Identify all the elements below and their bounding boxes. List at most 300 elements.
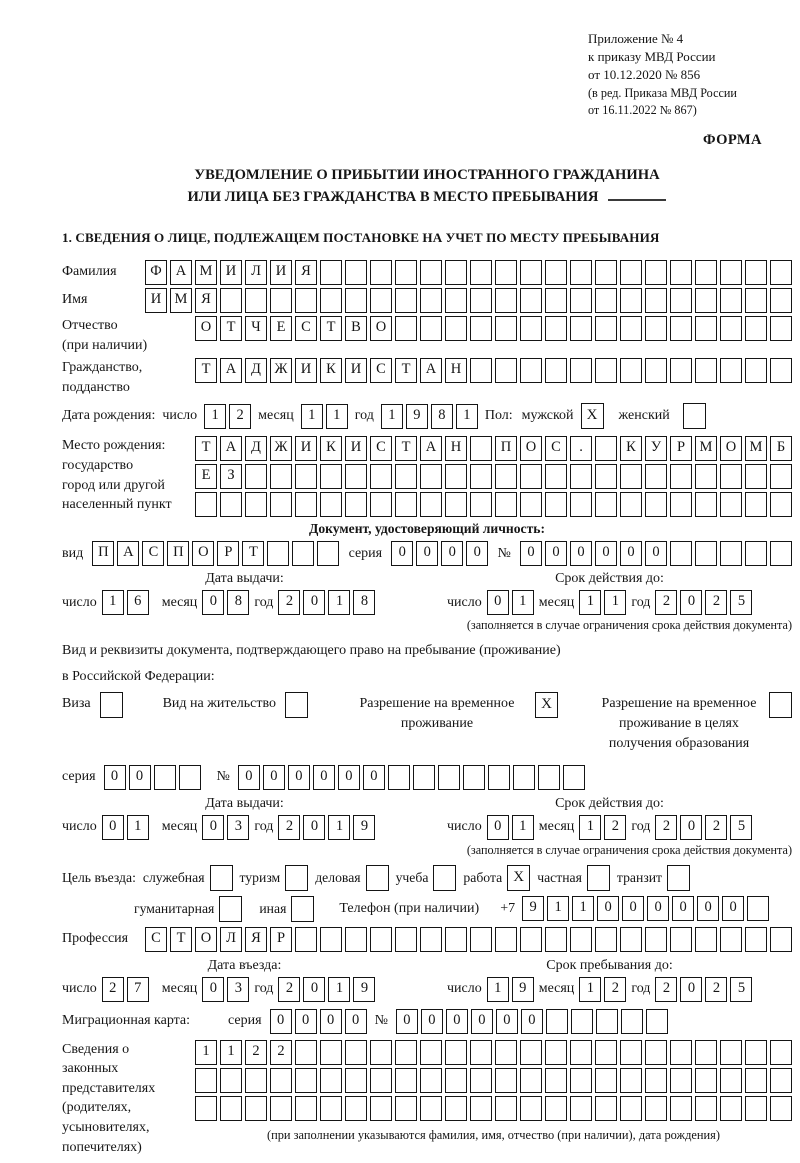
- char-box[interactable]: [470, 288, 492, 313]
- char-box[interactable]: 0: [680, 815, 702, 840]
- char-box[interactable]: [445, 927, 467, 952]
- char-box[interactable]: [395, 927, 417, 952]
- char-box[interactable]: Р: [217, 541, 239, 566]
- char-box[interactable]: [420, 927, 442, 952]
- char-box[interactable]: 2: [705, 590, 727, 615]
- char-box[interactable]: 1: [579, 590, 601, 615]
- char-box[interactable]: 1: [381, 404, 403, 429]
- char-box[interactable]: [620, 492, 642, 517]
- char-box[interactable]: Т: [395, 436, 417, 461]
- char-box[interactable]: [270, 492, 292, 517]
- char-box[interactable]: [595, 464, 617, 489]
- char-box[interactable]: [595, 1096, 617, 1121]
- residence-permit-checkbox[interactable]: [285, 692, 308, 718]
- char-box[interactable]: [445, 492, 467, 517]
- char-box[interactable]: 0: [104, 765, 126, 790]
- char-box[interactable]: М: [745, 436, 767, 461]
- char-box[interactable]: 0: [645, 541, 667, 566]
- char-box[interactable]: [445, 1040, 467, 1065]
- char-box[interactable]: [295, 288, 317, 313]
- char-box[interactable]: 9: [512, 977, 534, 1002]
- char-box[interactable]: 3: [227, 815, 249, 840]
- char-box[interactable]: [395, 464, 417, 489]
- transit-checkbox[interactable]: [667, 865, 690, 891]
- char-box[interactable]: [495, 288, 517, 313]
- char-box[interactable]: [770, 1068, 792, 1093]
- char-box[interactable]: 0: [303, 590, 325, 615]
- humanitarian-checkbox[interactable]: [219, 896, 242, 922]
- char-box[interactable]: 0: [313, 765, 335, 790]
- official-checkbox[interactable]: [210, 865, 233, 891]
- char-box[interactable]: [463, 765, 485, 790]
- char-box[interactable]: Р: [670, 436, 692, 461]
- char-box[interactable]: [595, 492, 617, 517]
- char-box[interactable]: С: [142, 541, 164, 566]
- temp-residence-edu-checkbox[interactable]: [769, 692, 792, 718]
- char-box[interactable]: [570, 316, 592, 341]
- sex-male-checkbox[interactable]: X: [581, 403, 604, 429]
- char-box[interactable]: [720, 927, 742, 952]
- char-box[interactable]: [745, 260, 767, 285]
- char-box[interactable]: [770, 492, 792, 517]
- char-box[interactable]: [770, 316, 792, 341]
- char-box[interactable]: 1: [127, 815, 149, 840]
- char-box[interactable]: [395, 1096, 417, 1121]
- char-box[interactable]: Т: [395, 358, 417, 383]
- char-box[interactable]: С: [145, 927, 167, 952]
- char-box[interactable]: [495, 1068, 517, 1093]
- char-box[interactable]: 1: [487, 977, 509, 1002]
- char-box[interactable]: 0: [697, 896, 719, 921]
- char-box[interactable]: [520, 358, 542, 383]
- char-box[interactable]: [645, 492, 667, 517]
- char-box[interactable]: [370, 1040, 392, 1065]
- char-box[interactable]: О: [370, 316, 392, 341]
- char-box[interactable]: 3: [227, 977, 249, 1002]
- char-box[interactable]: К: [320, 436, 342, 461]
- char-box[interactable]: [670, 1096, 692, 1121]
- char-box[interactable]: П: [92, 541, 114, 566]
- char-box[interactable]: [320, 288, 342, 313]
- char-box[interactable]: 0: [270, 1009, 292, 1034]
- char-box[interactable]: [520, 492, 542, 517]
- char-box[interactable]: М: [695, 436, 717, 461]
- char-box[interactable]: 0: [288, 765, 310, 790]
- char-box[interactable]: 1: [102, 590, 124, 615]
- char-box[interactable]: В: [345, 316, 367, 341]
- char-box[interactable]: [570, 464, 592, 489]
- char-box[interactable]: [370, 1068, 392, 1093]
- char-box[interactable]: [645, 288, 667, 313]
- char-box[interactable]: 1: [512, 815, 534, 840]
- char-box[interactable]: [445, 464, 467, 489]
- char-box[interactable]: [420, 288, 442, 313]
- char-box[interactable]: [695, 1068, 717, 1093]
- char-box[interactable]: [513, 765, 535, 790]
- char-box[interactable]: [370, 288, 392, 313]
- char-box[interactable]: [495, 358, 517, 383]
- char-box[interactable]: [295, 1096, 317, 1121]
- char-box[interactable]: Т: [220, 316, 242, 341]
- char-box[interactable]: [470, 316, 492, 341]
- char-box[interactable]: [695, 288, 717, 313]
- char-box[interactable]: [745, 288, 767, 313]
- char-box[interactable]: [670, 358, 692, 383]
- char-box[interactable]: [770, 1096, 792, 1121]
- char-box[interactable]: [563, 765, 585, 790]
- char-box[interactable]: [595, 260, 617, 285]
- char-box[interactable]: [520, 260, 542, 285]
- char-box[interactable]: 2: [655, 815, 677, 840]
- char-box[interactable]: А: [117, 541, 139, 566]
- char-box[interactable]: [747, 896, 769, 921]
- char-box[interactable]: [395, 288, 417, 313]
- char-box[interactable]: [520, 1096, 542, 1121]
- char-box[interactable]: Л: [220, 927, 242, 952]
- tourism-checkbox[interactable]: [285, 865, 308, 891]
- char-box[interactable]: 0: [295, 1009, 317, 1034]
- char-box[interactable]: [620, 358, 642, 383]
- char-box[interactable]: [220, 1096, 242, 1121]
- char-box[interactable]: [645, 260, 667, 285]
- char-box[interactable]: 0: [545, 541, 567, 566]
- char-box[interactable]: [345, 1040, 367, 1065]
- char-box[interactable]: [395, 260, 417, 285]
- other-checkbox[interactable]: [291, 896, 314, 922]
- char-box[interactable]: 0: [620, 541, 642, 566]
- char-box[interactable]: 5: [730, 815, 752, 840]
- char-box[interactable]: 2: [604, 815, 626, 840]
- char-box[interactable]: 0: [102, 815, 124, 840]
- char-box[interactable]: [420, 492, 442, 517]
- char-box[interactable]: [520, 288, 542, 313]
- char-box[interactable]: И: [220, 260, 242, 285]
- char-box[interactable]: 2: [705, 815, 727, 840]
- char-box[interactable]: [770, 260, 792, 285]
- char-box[interactable]: С: [295, 316, 317, 341]
- char-box[interactable]: [745, 1096, 767, 1121]
- char-box[interactable]: [270, 464, 292, 489]
- char-box[interactable]: [770, 927, 792, 952]
- char-box[interactable]: [270, 1096, 292, 1121]
- char-box[interactable]: [595, 1068, 617, 1093]
- char-box[interactable]: [295, 464, 317, 489]
- char-box[interactable]: [720, 316, 742, 341]
- char-box[interactable]: М: [195, 260, 217, 285]
- char-box[interactable]: [370, 464, 392, 489]
- char-box[interactable]: [179, 765, 201, 790]
- char-box[interactable]: [245, 288, 267, 313]
- char-box[interactable]: 0: [520, 541, 542, 566]
- char-box[interactable]: Я: [245, 927, 267, 952]
- char-box[interactable]: 0: [421, 1009, 443, 1034]
- char-box[interactable]: [295, 492, 317, 517]
- char-box[interactable]: 0: [238, 765, 260, 790]
- char-box[interactable]: [470, 1096, 492, 1121]
- char-box[interactable]: [720, 1068, 742, 1093]
- char-box[interactable]: 2: [278, 815, 300, 840]
- char-box[interactable]: [320, 464, 342, 489]
- char-box[interactable]: Д: [245, 358, 267, 383]
- char-box[interactable]: [570, 492, 592, 517]
- char-box[interactable]: [670, 541, 692, 566]
- char-box[interactable]: 0: [680, 977, 702, 1002]
- char-box[interactable]: 1: [604, 590, 626, 615]
- char-box[interactable]: П: [495, 436, 517, 461]
- char-box[interactable]: [267, 541, 289, 566]
- char-box[interactable]: [538, 765, 560, 790]
- char-box[interactable]: [720, 1096, 742, 1121]
- char-box[interactable]: [420, 316, 442, 341]
- char-box[interactable]: 1: [572, 896, 594, 921]
- char-box[interactable]: 0: [471, 1009, 493, 1034]
- char-box[interactable]: [413, 765, 435, 790]
- char-box[interactable]: [745, 316, 767, 341]
- business-checkbox[interactable]: [366, 865, 389, 891]
- char-box[interactable]: [770, 464, 792, 489]
- char-box[interactable]: [720, 358, 742, 383]
- char-box[interactable]: [745, 492, 767, 517]
- char-box[interactable]: [295, 1040, 317, 1065]
- char-box[interactable]: [620, 288, 642, 313]
- char-box[interactable]: 0: [202, 815, 224, 840]
- char-box[interactable]: [595, 1040, 617, 1065]
- char-box[interactable]: [670, 492, 692, 517]
- char-box[interactable]: Т: [195, 436, 217, 461]
- char-box[interactable]: 0: [263, 765, 285, 790]
- char-box[interactable]: [545, 1096, 567, 1121]
- char-box[interactable]: [620, 464, 642, 489]
- char-box[interactable]: 0: [466, 541, 488, 566]
- char-box[interactable]: [295, 927, 317, 952]
- char-box[interactable]: [621, 1009, 643, 1034]
- char-box[interactable]: Е: [270, 316, 292, 341]
- char-box[interactable]: Л: [245, 260, 267, 285]
- char-box[interactable]: С: [370, 436, 392, 461]
- char-box[interactable]: [595, 436, 617, 461]
- char-box[interactable]: 0: [672, 896, 694, 921]
- char-box[interactable]: И: [345, 436, 367, 461]
- char-box[interactable]: 0: [622, 896, 644, 921]
- char-box[interactable]: [395, 316, 417, 341]
- char-box[interactable]: 7: [127, 977, 149, 1002]
- char-box[interactable]: [545, 288, 567, 313]
- char-box[interactable]: 0: [345, 1009, 367, 1034]
- char-box[interactable]: [370, 927, 392, 952]
- char-box[interactable]: [370, 1096, 392, 1121]
- char-box[interactable]: 2: [270, 1040, 292, 1065]
- char-box[interactable]: [545, 358, 567, 383]
- char-box[interactable]: [745, 1040, 767, 1065]
- char-box[interactable]: [317, 541, 339, 566]
- char-box[interactable]: [495, 260, 517, 285]
- char-box[interactable]: [445, 260, 467, 285]
- char-box[interactable]: И: [270, 260, 292, 285]
- char-box[interactable]: Т: [170, 927, 192, 952]
- char-box[interactable]: З: [220, 464, 242, 489]
- char-box[interactable]: [545, 1040, 567, 1065]
- char-box[interactable]: [670, 1068, 692, 1093]
- char-box[interactable]: [570, 1068, 592, 1093]
- char-box[interactable]: С: [370, 358, 392, 383]
- char-box[interactable]: [154, 765, 176, 790]
- char-box[interactable]: С: [545, 436, 567, 461]
- char-box[interactable]: [620, 927, 642, 952]
- char-box[interactable]: 9: [353, 977, 375, 1002]
- char-box[interactable]: [320, 1096, 342, 1121]
- char-box[interactable]: 1: [328, 977, 350, 1002]
- char-box[interactable]: [570, 927, 592, 952]
- char-box[interactable]: [770, 1040, 792, 1065]
- char-box[interactable]: 0: [202, 590, 224, 615]
- char-box[interactable]: 1: [204, 404, 226, 429]
- char-box[interactable]: Ф: [145, 260, 167, 285]
- char-box[interactable]: 2: [655, 590, 677, 615]
- char-box[interactable]: 2: [245, 1040, 267, 1065]
- char-box[interactable]: [245, 492, 267, 517]
- char-box[interactable]: [345, 260, 367, 285]
- char-box[interactable]: 0: [202, 977, 224, 1002]
- char-box[interactable]: [388, 765, 410, 790]
- char-box[interactable]: [695, 492, 717, 517]
- work-checkbox[interactable]: X: [507, 865, 530, 891]
- char-box[interactable]: [770, 358, 792, 383]
- char-box[interactable]: [195, 1068, 217, 1093]
- char-box[interactable]: Т: [195, 358, 217, 383]
- char-box[interactable]: А: [220, 358, 242, 383]
- char-box[interactable]: 8: [227, 590, 249, 615]
- char-box[interactable]: [545, 260, 567, 285]
- char-box[interactable]: [320, 1068, 342, 1093]
- char-box[interactable]: [745, 464, 767, 489]
- char-box[interactable]: [595, 358, 617, 383]
- char-box[interactable]: [245, 1096, 267, 1121]
- char-box[interactable]: [745, 541, 767, 566]
- char-box[interactable]: 1: [326, 404, 348, 429]
- char-box[interactable]: Н: [445, 358, 467, 383]
- char-box[interactable]: [220, 288, 242, 313]
- char-box[interactable]: [620, 1096, 642, 1121]
- char-box[interactable]: 2: [705, 977, 727, 1002]
- char-box[interactable]: 1: [328, 590, 350, 615]
- char-box[interactable]: 1: [220, 1040, 242, 1065]
- char-box[interactable]: 1: [579, 815, 601, 840]
- char-box[interactable]: [345, 927, 367, 952]
- char-box[interactable]: [670, 260, 692, 285]
- char-box[interactable]: [445, 288, 467, 313]
- char-box[interactable]: И: [345, 358, 367, 383]
- char-box[interactable]: 1: [512, 590, 534, 615]
- char-box[interactable]: 0: [647, 896, 669, 921]
- char-box[interactable]: [695, 1096, 717, 1121]
- char-box[interactable]: [520, 316, 542, 341]
- char-box[interactable]: [495, 927, 517, 952]
- char-box[interactable]: 0: [595, 541, 617, 566]
- char-box[interactable]: [320, 260, 342, 285]
- char-box[interactable]: [571, 1009, 593, 1034]
- char-box[interactable]: 8: [431, 404, 453, 429]
- char-box[interactable]: [488, 765, 510, 790]
- char-box[interactable]: [295, 1068, 317, 1093]
- char-box[interactable]: [645, 464, 667, 489]
- char-box[interactable]: [570, 1040, 592, 1065]
- char-box[interactable]: [420, 1096, 442, 1121]
- char-box[interactable]: [645, 316, 667, 341]
- char-box[interactable]: [495, 316, 517, 341]
- char-box[interactable]: Я: [295, 260, 317, 285]
- visa-checkbox[interactable]: [100, 692, 123, 718]
- char-box[interactable]: 0: [363, 765, 385, 790]
- char-box[interactable]: [220, 1068, 242, 1093]
- char-box[interactable]: [695, 927, 717, 952]
- char-box[interactable]: [345, 492, 367, 517]
- char-box[interactable]: А: [170, 260, 192, 285]
- char-box[interactable]: [345, 288, 367, 313]
- char-box[interactable]: [245, 1068, 267, 1093]
- char-box[interactable]: [720, 464, 742, 489]
- char-box[interactable]: [670, 316, 692, 341]
- char-box[interactable]: [495, 492, 517, 517]
- char-box[interactable]: 0: [320, 1009, 342, 1034]
- char-box[interactable]: 8: [353, 590, 375, 615]
- char-box[interactable]: О: [195, 927, 217, 952]
- char-box[interactable]: [545, 1068, 567, 1093]
- char-box[interactable]: 0: [129, 765, 151, 790]
- char-box[interactable]: [770, 541, 792, 566]
- char-box[interactable]: [720, 492, 742, 517]
- char-box[interactable]: [495, 1040, 517, 1065]
- char-box[interactable]: Б: [770, 436, 792, 461]
- char-box[interactable]: [195, 1096, 217, 1121]
- char-box[interactable]: 1: [195, 1040, 217, 1065]
- char-box[interactable]: 5: [730, 977, 752, 1002]
- char-box[interactable]: [292, 541, 314, 566]
- char-box[interactable]: [645, 1096, 667, 1121]
- char-box[interactable]: [720, 541, 742, 566]
- char-box[interactable]: 0: [597, 896, 619, 921]
- char-box[interactable]: 0: [446, 1009, 468, 1034]
- char-box[interactable]: 0: [521, 1009, 543, 1034]
- char-box[interactable]: [620, 1068, 642, 1093]
- char-box[interactable]: 0: [391, 541, 413, 566]
- char-box[interactable]: [495, 1096, 517, 1121]
- char-box[interactable]: [595, 288, 617, 313]
- char-box[interactable]: [520, 1040, 542, 1065]
- char-box[interactable]: [695, 316, 717, 341]
- char-box[interactable]: [320, 492, 342, 517]
- char-box[interactable]: 2: [655, 977, 677, 1002]
- char-box[interactable]: [620, 316, 642, 341]
- char-box[interactable]: [470, 1068, 492, 1093]
- char-box[interactable]: [646, 1009, 668, 1034]
- char-box[interactable]: [270, 288, 292, 313]
- char-box[interactable]: [545, 927, 567, 952]
- char-box[interactable]: [695, 358, 717, 383]
- char-box[interactable]: 9: [353, 815, 375, 840]
- char-box[interactable]: [695, 1040, 717, 1065]
- char-box[interactable]: [345, 1068, 367, 1093]
- char-box[interactable]: [545, 316, 567, 341]
- char-box[interactable]: П: [167, 541, 189, 566]
- char-box[interactable]: [670, 1040, 692, 1065]
- char-box[interactable]: [445, 1068, 467, 1093]
- char-box[interactable]: [470, 260, 492, 285]
- char-box[interactable]: Н: [445, 436, 467, 461]
- char-box[interactable]: [195, 492, 217, 517]
- char-box[interactable]: [420, 1068, 442, 1093]
- char-box[interactable]: Р: [270, 927, 292, 952]
- char-box[interactable]: 0: [487, 815, 509, 840]
